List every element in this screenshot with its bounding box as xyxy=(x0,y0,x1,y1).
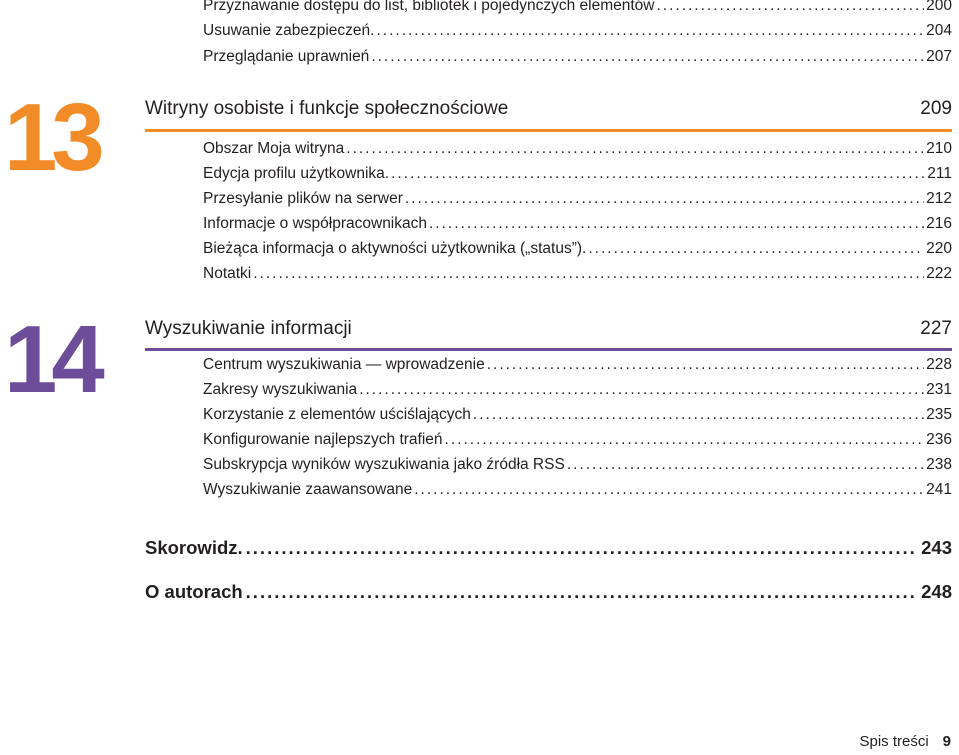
toc-entry-page: 235 xyxy=(926,406,952,423)
toc-entry[interactable] xyxy=(203,240,952,264)
footer-page-number: 9 xyxy=(942,733,951,750)
toc-entry-title: Skorowidz. xyxy=(145,537,243,558)
leader-dots xyxy=(656,0,924,15)
toc-entry-page: 228 xyxy=(926,356,952,373)
toc-entry-title: Korzystanie z elementów uściślających xyxy=(203,406,471,423)
leader-dots xyxy=(371,48,924,66)
toc-entry-title: O autorach xyxy=(145,581,243,602)
toc-entry-page: 204 xyxy=(926,22,952,39)
toc-entry[interactable] xyxy=(203,431,952,455)
toc-entry-page: 231 xyxy=(926,381,952,398)
toc-entry[interactable] xyxy=(203,381,952,405)
toc-entry-page: 211 xyxy=(927,165,952,182)
leader-dots xyxy=(473,406,924,424)
toc-entry-page: 243 xyxy=(921,537,952,558)
leader-dots xyxy=(487,356,924,374)
chapter-13-rule xyxy=(145,129,952,132)
toc-entry-page: 216 xyxy=(926,215,952,232)
leader-dots xyxy=(376,22,924,40)
toc-entry[interactable] xyxy=(203,0,952,21)
leader-dots xyxy=(346,140,924,158)
toc-entry-title: Centrum wyszukiwania — wprowadzenie xyxy=(203,356,485,373)
toc-entry-title: Przeglądanie uprawnień xyxy=(203,48,370,65)
leader-dots xyxy=(445,431,925,449)
toc-entry-title: Bieżąca informacja o aktywności użytkownika („status”). xyxy=(203,240,587,257)
toc-entry[interactable] xyxy=(203,215,952,239)
footer-label: Spis treści xyxy=(859,733,929,750)
leader-dots xyxy=(405,190,924,208)
toc-entry[interactable] xyxy=(203,22,952,46)
toc-entry-title: Zakresy wyszukiwania xyxy=(203,381,358,398)
leader-dots xyxy=(567,456,924,474)
toc-entry[interactable] xyxy=(203,190,952,214)
leader-dots xyxy=(253,265,924,283)
toc-entry-title: Notatki xyxy=(203,265,252,282)
toc-entry-page: 210 xyxy=(926,140,952,157)
toc-entry-page: 200 xyxy=(926,0,952,14)
toc-entry-page: 241 xyxy=(926,481,952,498)
toc-entry-title: Informacje o współpracownikach xyxy=(203,215,427,232)
leader-dots xyxy=(429,215,924,233)
leader-dots xyxy=(391,165,925,183)
toc-entry[interactable] xyxy=(203,481,952,505)
toc-entry[interactable] xyxy=(203,406,952,430)
toc-entry-title: Edycja profilu użytkownika. xyxy=(203,165,390,182)
toc-entry-page: 248 xyxy=(921,581,952,602)
toc-entry[interactable] xyxy=(203,140,952,164)
toc-entry-title: Subskrypcja wyników wyszukiwania jako źródła RSS xyxy=(203,456,565,473)
toc-entry-page: 238 xyxy=(926,456,952,473)
toc-entry-index[interactable] xyxy=(145,537,952,563)
chapter-14-heading[interactable] xyxy=(145,318,952,348)
toc-entry-title: Przyznawanie dostępu do list, bibliotek i pojedynczych elementów xyxy=(203,0,655,14)
chapter-13-number: 13 xyxy=(4,84,99,191)
toc-entry-page: 236 xyxy=(926,431,952,448)
chapter-14-rule xyxy=(145,348,952,351)
toc-entry-title: Obszar Moja witryna xyxy=(203,140,345,157)
leader-dots xyxy=(588,240,924,258)
toc-entry-title: Przesyłanie plików na serwer xyxy=(203,190,403,207)
toc-entry-title: Konfigurowanie najlepszych trafień xyxy=(203,431,443,448)
leader-dots xyxy=(246,581,918,603)
chapter-13-heading[interactable] xyxy=(145,98,952,128)
toc-entry[interactable] xyxy=(203,165,952,189)
chapter-13-page: 209 xyxy=(920,98,952,119)
toc-entry-page: 212 xyxy=(926,190,952,207)
leader-dots xyxy=(246,537,918,559)
chapter-14-title: Wyszukiwanie informacji xyxy=(145,318,352,339)
leader-dots xyxy=(359,381,924,399)
toc-entry-page: 220 xyxy=(926,240,952,257)
toc-entry-page: 207 xyxy=(926,48,952,65)
leader-dots xyxy=(414,481,924,499)
chapter-14-number: 14 xyxy=(4,306,99,413)
toc-entry[interactable] xyxy=(203,265,952,289)
toc-entry[interactable] xyxy=(203,356,952,380)
toc-entry-page: 222 xyxy=(926,265,952,282)
toc-entry[interactable] xyxy=(203,456,952,480)
toc-entry[interactable] xyxy=(203,48,952,72)
toc-entry-title: Usuwanie zabezpieczeń. xyxy=(203,22,375,39)
page-footer xyxy=(859,733,951,750)
chapter-13-title: Witryny osobiste i funkcje społecznościowe xyxy=(145,98,509,119)
chapter-14-page: 227 xyxy=(920,318,952,339)
toc-entry-title: Wyszukiwanie zaawansowane xyxy=(203,481,413,498)
toc-entry-authors[interactable] xyxy=(145,581,952,607)
